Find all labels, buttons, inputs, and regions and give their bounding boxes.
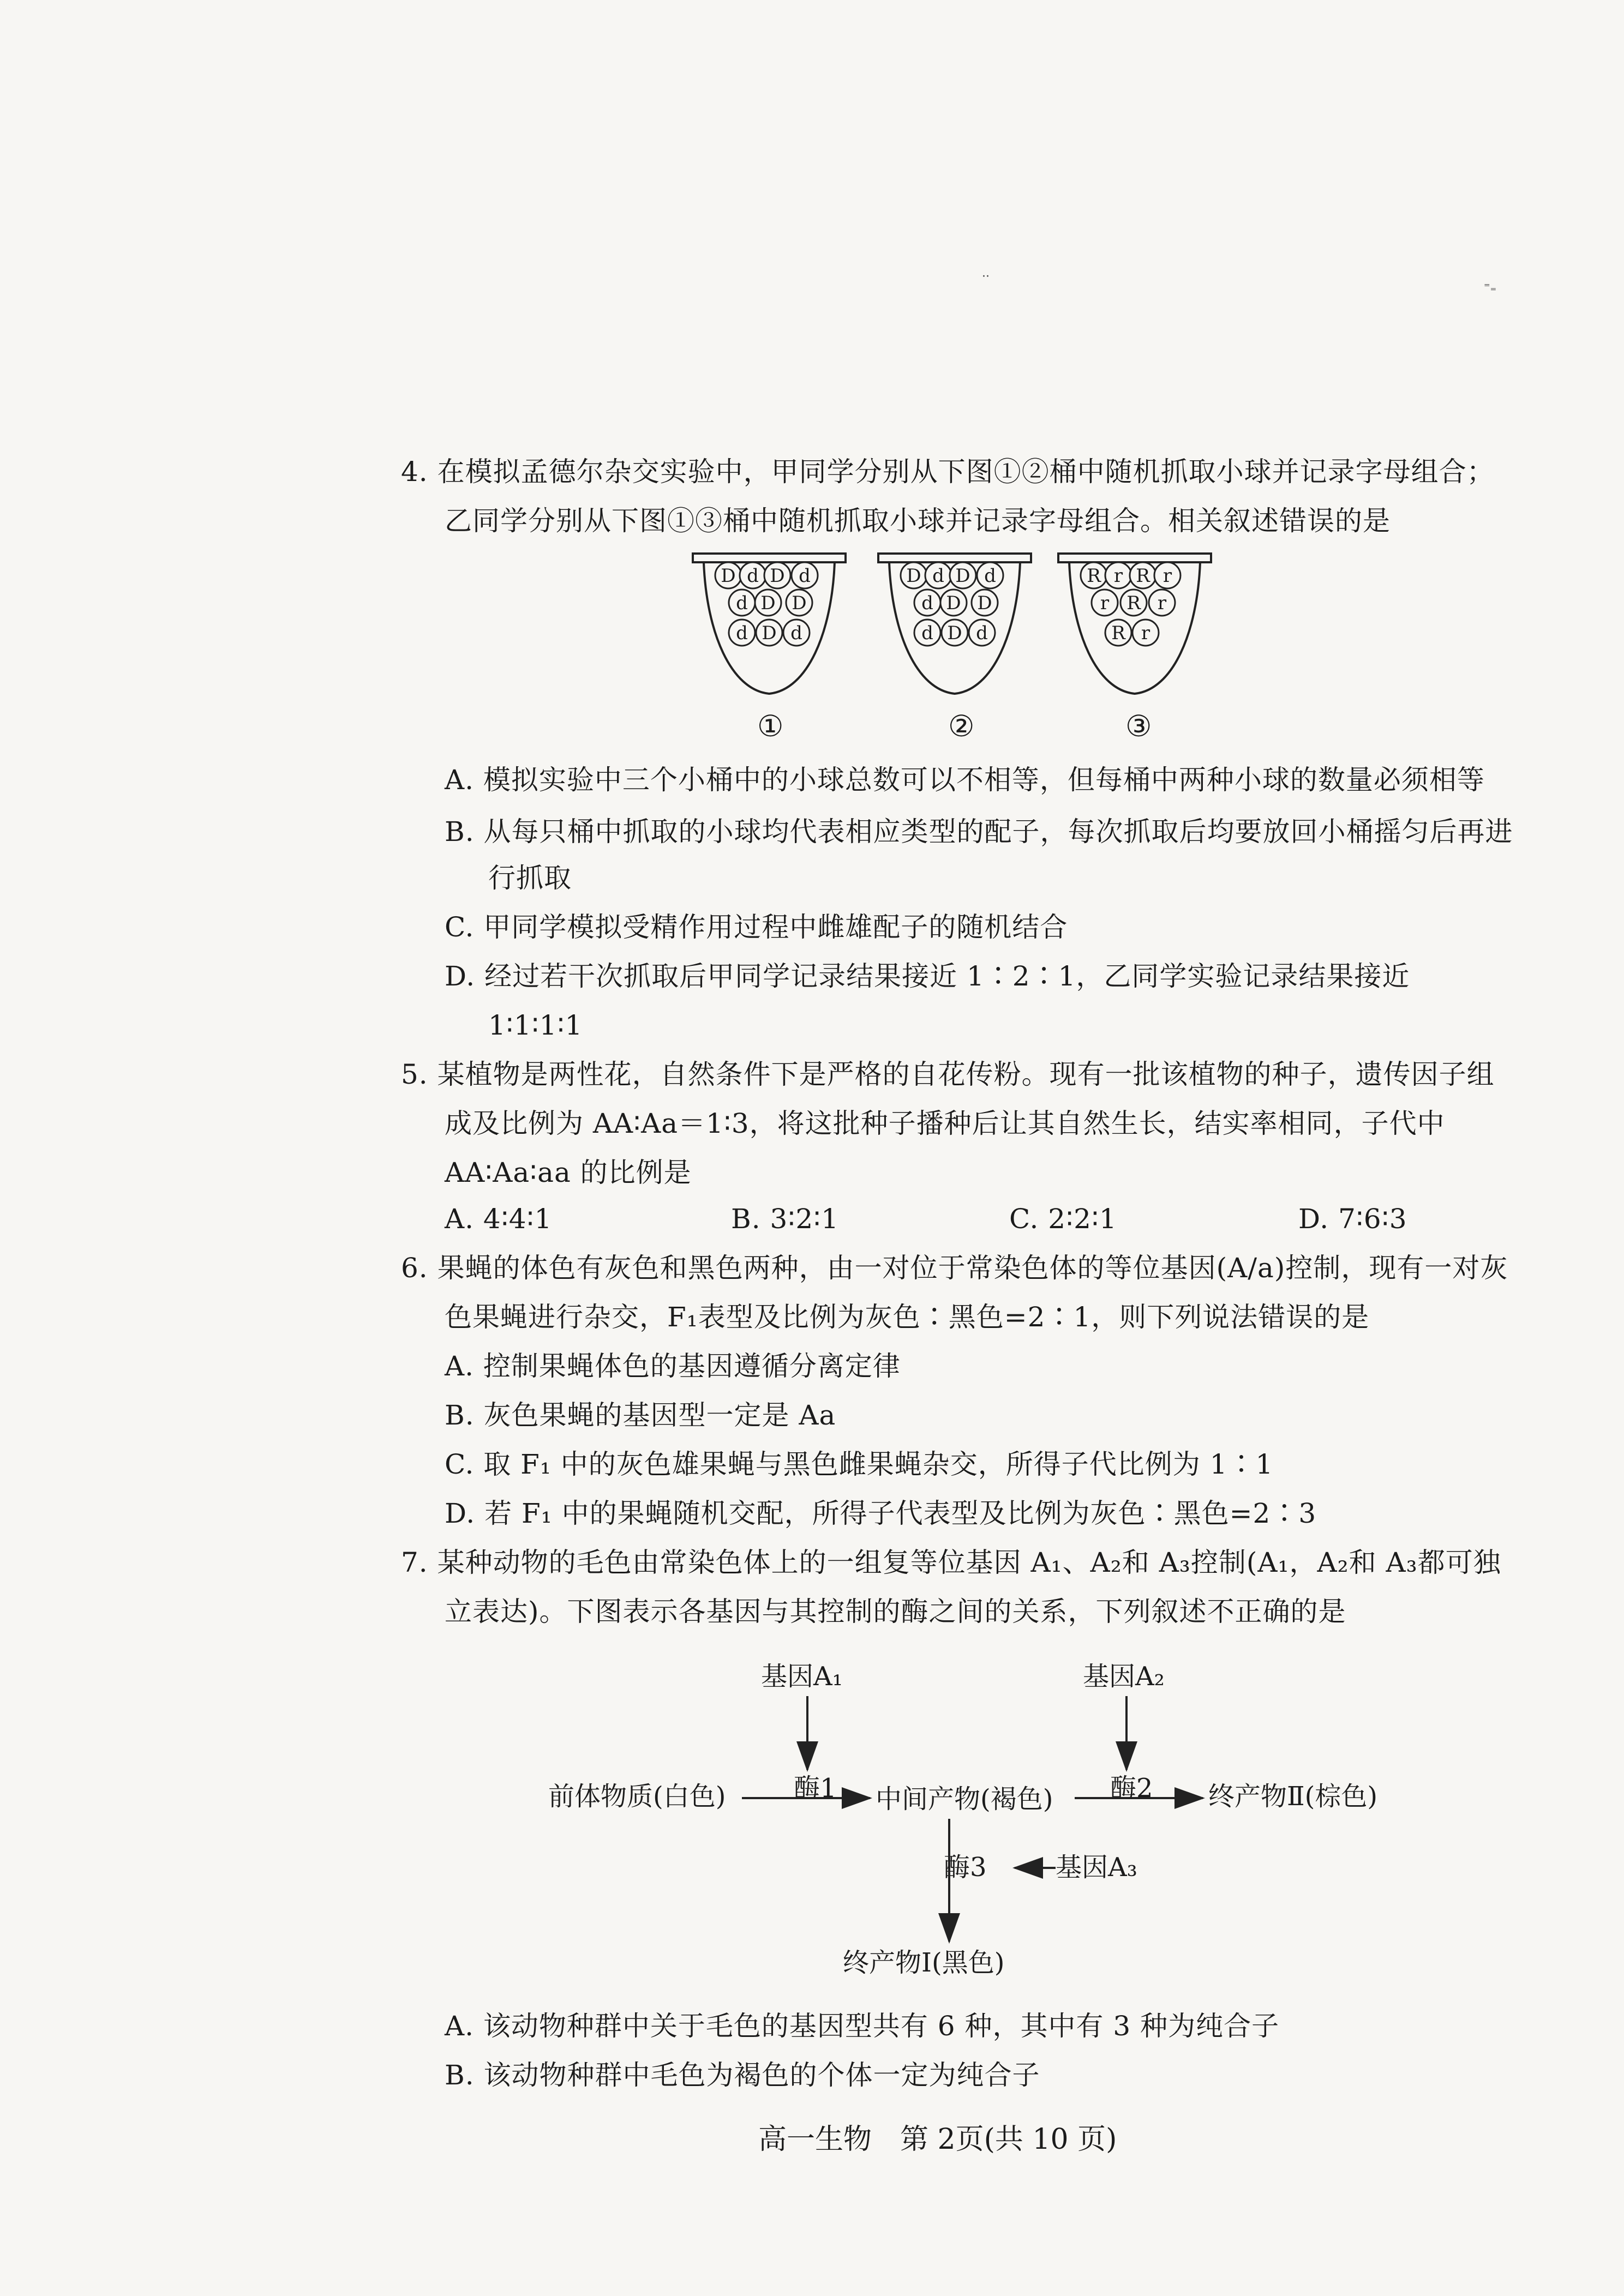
q5-option-b: B. 3∶2∶1 [731,1203,839,1235]
ball-letter: R [1126,592,1141,614]
q4-option-d-line1: D. 经过若干次抓取后甲同学记录结果接近 1∶2∶1，乙同学实验记录结果接近 [445,960,1410,992]
q4-option-b-line2: 行抓取 [488,862,572,894]
ball-letter: d [736,622,748,644]
precursor-label: 前体物质(白色) [548,1781,726,1812]
question-7-stem-line2: 立表达)。下图表示各基因与其控制的酶之间的关系，下列叙述不正确的是 [445,1596,1346,1627]
ball-letter: d [921,622,933,644]
question-5-stem-line1: 5. 某植物是两性花，自然条件下是严格的自花传粉。现有一批该植物的种子，遗传因子组 [401,1059,1495,1090]
bucket-label-3: ③ [1125,709,1152,743]
q6-option-d: D. 若 F₁ 中的果蝇随机交配，所得子代表型及比例为灰色∶黑色=2∶3 [445,1498,1317,1529]
ball-letter: d [921,592,933,614]
ball-letter: R [1111,622,1125,644]
scan-mark: ⁼₌ [1484,281,1497,294]
q5-option-c: C. 2∶2∶1 [1009,1203,1117,1235]
q5-option-d: D. 7∶6∶3 [1298,1203,1407,1235]
ball-letter: D [977,592,992,614]
ball-letter: d [790,622,802,644]
ball-letter: R [1136,565,1150,587]
ball-letter: d [747,565,759,587]
question-4-stem-line2: 乙同学分别从下图①③桶中随机抓取小球并记录字母组合。相关叙述错误的是 [445,505,1391,537]
q4-option-d-line2: 1∶1∶1∶1 [488,1009,583,1041]
ball-letter: d [984,565,996,587]
ball-letter: D [906,565,921,587]
question-7-stem-line1: 7. 某种动物的毛色由常染色体上的一组复等位基因 A₁、A₂和 A₃控制(A₁，A₂和 A₃都可独 [401,1547,1501,1578]
question-6-stem-line2: 色果蝇进行杂交，F₁表型及比例为灰色∶黑色=2∶1，则下列说法错误的是 [445,1301,1370,1333]
q4-option-a: A. 模拟实验中三个小桶中的小球总数可以不相等，但每桶中两种小球的数量必须相等 [445,764,1485,796]
bucket-label-2: ② [948,709,975,743]
ball-letter: R [1087,565,1101,587]
question-5-stem-line2: 成及比例为 AA∶Aa＝1∶3，将这批种子播种后让其自然生长，结实率相同，子代中 [445,1108,1445,1139]
ball-letter: D [721,565,736,587]
q4-option-c: C. 甲同学模拟受精作用过程中雌雄配子的随机结合 [445,911,1068,943]
ball-letter: r [1113,565,1123,587]
ball-letter: d [932,565,944,587]
gene-a3-label: 基因A₃ [1056,1852,1137,1883]
ball-letter: D [955,565,970,587]
final-product-1-label: 终产物Ⅰ(黑色) [843,1948,1005,1978]
q4-option-b-line1: B. 从每只桶中抓取的小球均代表相应类型的配子，每次抓取后均要放回小桶摇匀后再进 [445,816,1513,848]
ball-letter: D [947,622,962,644]
ball-letter: r [1100,592,1110,614]
page-footer: 高一生物 第 2页(共 10 页) [758,2123,1117,2156]
ball-letter: r [1141,622,1150,644]
scan-mark: ·· [982,270,990,284]
question-6-stem-line1: 6. 果蝇的体色有灰色和黑色两种，由一对位于常染色体的等位基因(A/a)控制，现有一对灰 [401,1252,1508,1284]
bucket-label-1: ① [757,709,784,743]
ball-letter: D [762,622,777,644]
ball-letter: D [792,592,807,614]
q5-option-a: A. 4∶4∶1 [445,1203,553,1235]
ball-letter: D [760,592,776,614]
q7-option-a: A. 该动物种群中关于毛色的基因型共有 6 种，其中有 3 种为纯合子 [445,2010,1280,2042]
q7-option-b: B. 该动物种群中毛色为褐色的个体一定为纯合子 [445,2059,1040,2091]
question-4-stem-line1: 4. 在模拟孟德尔杂交实验中，甲同学分别从下图①②桶中随机抓取小球并记录字母组合； [401,456,1495,488]
q6-option-b: B. 灰色果蝇的基因型一定是 Aa [445,1399,836,1431]
ball-letter: d [736,592,748,614]
q6-option-c: C. 取 F₁ 中的灰色雄果蝇与黑色雌果蝇杂交，所得子代比例为 1∶1 [445,1448,1274,1480]
gene-a1-label: 基因A₁ [761,1661,843,1692]
ball-letter: D [946,592,961,614]
intermediate-label: 中间产物(褐色) [876,1784,1053,1814]
ball-letter: r [1157,592,1167,614]
question-5-stem-line3: AA∶Aa∶aa 的比例是 [445,1157,692,1188]
final-product-2-label: 终产物Ⅱ(棕色) [1208,1781,1378,1812]
q6-option-a: A. 控制果蝇体色的基因遵循分离定律 [445,1350,901,1382]
gene-a2-label: 基因A₂ [1083,1661,1165,1692]
ball-letter: D [770,565,785,587]
ball-letter: r [1162,565,1172,587]
enzyme-3-label: 酶3 [944,1852,987,1883]
ball-letter: d [976,622,988,644]
ball-letter: d [799,565,811,587]
enzyme-2-label: 酶2 [1110,1773,1153,1804]
enzyme-1-label: 酶1 [794,1773,837,1804]
